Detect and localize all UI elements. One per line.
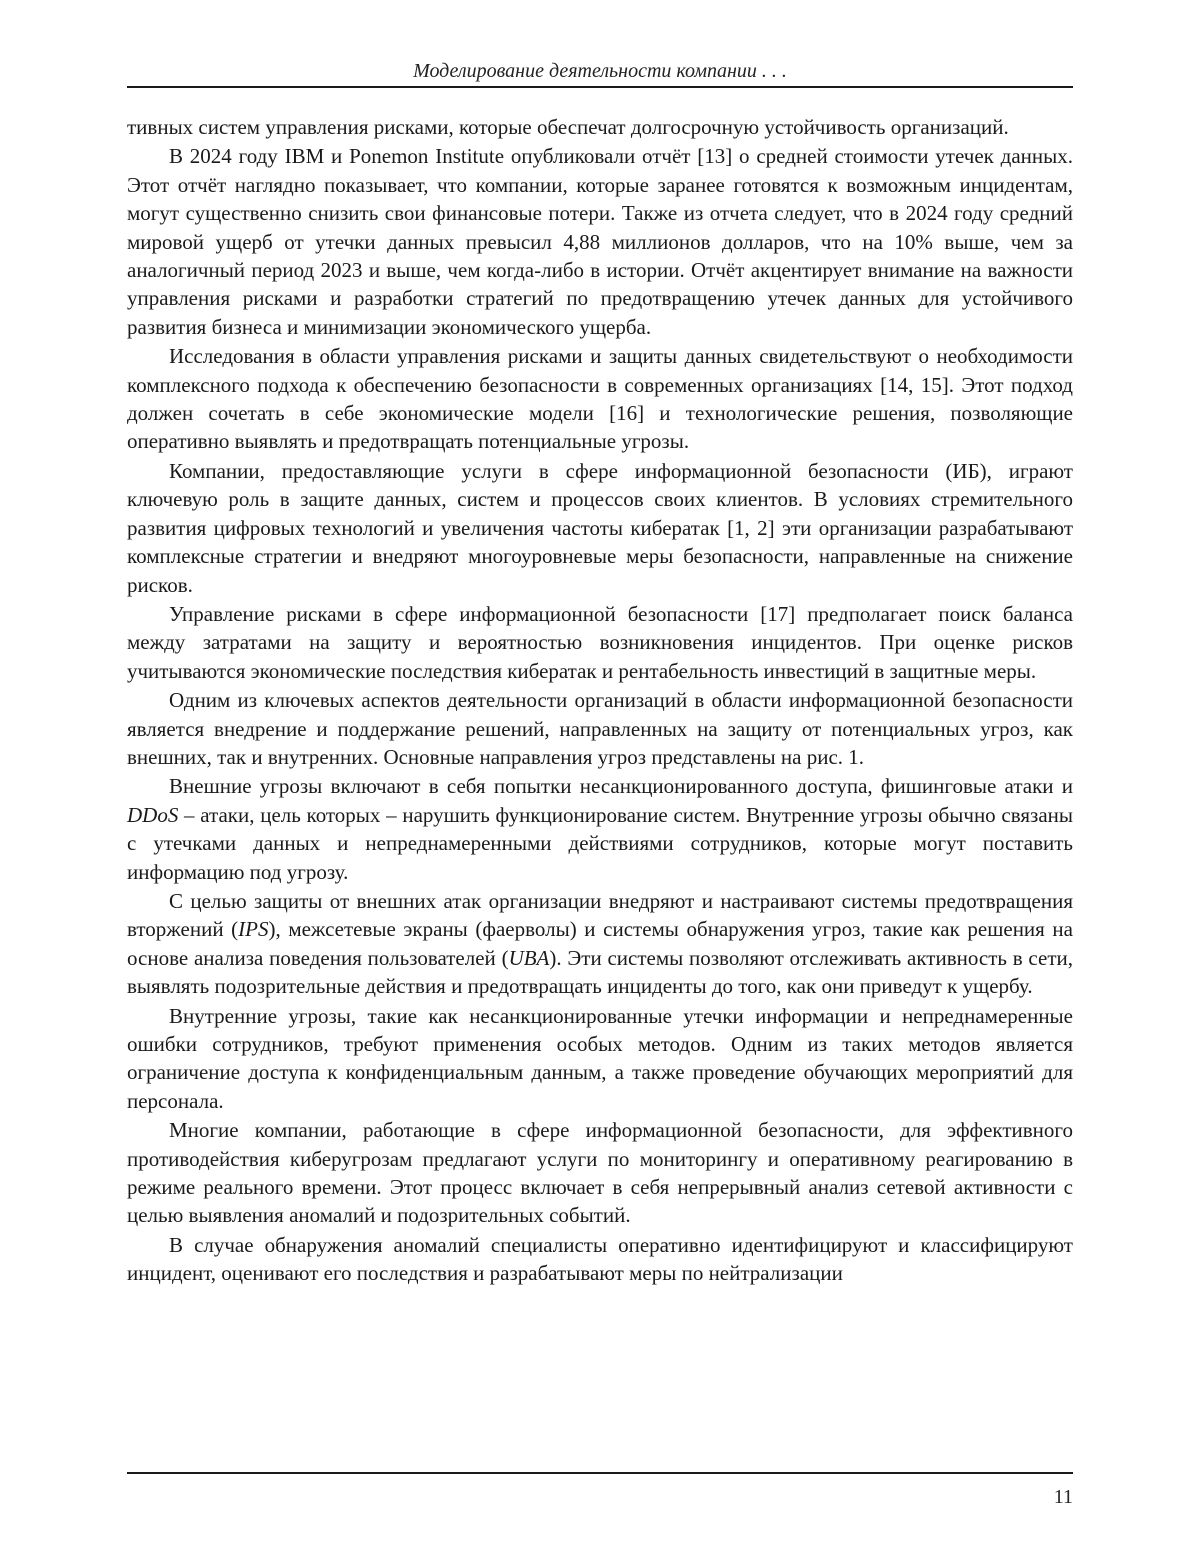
term-uba: UBA xyxy=(509,946,550,970)
header-rule xyxy=(127,86,1073,88)
paragraph-security-companies: Компании, предоставляющие услуги в сфере информационной безопасности (ИБ), играют ключевую роль в защите данных, систем и процессов своих клиентов. В условиях стремительного развития цифровых технологий и увеличения частоты кибератак [1, 2] эти организации разрабатывают комплексные стратегии и внедряют многоуровневые меры безопасности, направленные на снижение рисков. xyxy=(127,457,1073,599)
term-ddos: DDoS xyxy=(127,803,178,827)
paragraph-external-defense xyxy=(127,887,1073,1001)
text-segment: ), межсетевые экраны (фаерволы) и системы обнаружения угроз, такие как решения на основе анализа поведения пользователей ( xyxy=(127,917,1073,969)
paragraph-external-threats xyxy=(127,772,1073,886)
paragraph-risk-management: Управление рисками в сфере информационной безопасности [17] предполагает поиск баланса между затратами на защиту и вероятностью возникновения инцидентов. При оценке рисков учитываются экономические последствия кибератак и рентабельность инвестиций в защитные меры. xyxy=(127,600,1073,685)
paragraph-continuation: тивных систем управления рисками, которые обеспечат долгосрочную устойчивость организаций. xyxy=(127,113,1073,141)
paragraph-incident-response: В случае обнаружения аномалий специалисты оперативно идентифицируют и классифицируют инцидент, оценивают его последствия и разрабатывают меры по нейтрализации xyxy=(127,1231,1073,1288)
paragraph-key-aspects: Одним из ключевых аспектов деятельности организаций в области информационной безопасности является внедрение и поддержание решений, направленных на защиту от потенциальных угроз, как внешних, так и внутренних. Основные направления угроз представлены на рис. 1. xyxy=(127,686,1073,771)
paragraph-internal-threats: Внутренние угрозы, такие как несанкционированные утечки информации и непреднамеренные ошибки сотрудников, требуют применения особых методов. Одним из таких методов является ограничение доступа к конфиденциальным данным, а также проведение обучающих мероприятий для персонала. xyxy=(127,1002,1073,1116)
text-segment: Внешние угрозы включают в себя попытки несанкционированного доступа, фишинговые атаки и xyxy=(169,774,1073,798)
document-page xyxy=(127,0,1073,1553)
body-text xyxy=(127,113,1073,1288)
running-header: Моделирование деятельности компании . . . xyxy=(127,58,1073,84)
paragraph-risk-research: Исследования в области управления рисками и защиты данных свидетельствуют о необходимости комплексного подхода к обеспечению безопасности в современных организациях [14, 15]. Этот подход должен сочетать в себе экономические модели [16] и технологические решения, позволяющие оперативно выявлять и предотвращать потенциальные угрозы. xyxy=(127,342,1073,456)
text-segment: С целью защиты от внешних атак организации внедряют и настраивают системы предотвращения вторжений ( xyxy=(127,889,1073,941)
paragraph-monitoring: Многие компании, работающие в сфере информационной безопасности, для эффективного противодействия киберугрозам предлагают услуги по мониторингу и оперативному реагированию в режиме реального времени. Этот процесс включает в себя непрерывный анализ сетевой активности с целью выявления аномалий и подозрительных событий. xyxy=(127,1116,1073,1230)
text-segment: ). Эти системы позволяют отслеживать активность в сети, выявлять подозрительные действия и предотвращать инциденты до того, как они приведут к ущербу. xyxy=(127,946,1073,998)
footer-rule xyxy=(127,1472,1073,1474)
page-number: 11 xyxy=(1054,1484,1073,1510)
term-ips: IPS xyxy=(238,917,268,941)
paragraph-ibm-report: В 2024 году IBM и Ponemon Institute опубликовали отчёт [13] о средней стоимости утечек данных. Этот отчёт наглядно показывает, что компании, которые заранее готовятся к возможным инцидентам, могут существенно снизить свои финансовые потери. Также из отчета следует, что в 2024 году средний мировой ущерб от утечки данных превысил 4,88 миллионов долларов, что на 10% выше, чем за аналогичный период 2023 и выше, чем когда-либо в истории. Отчёт акцентирует внимание на важности управления рисками и разработки стратегий по предотвращению утечек данных для устойчивого развития бизнеса и минимизации экономического ущерба. xyxy=(127,142,1073,341)
text-segment: – атаки, цель которых – нарушить функционирование систем. Внутренние угрозы обычно связаны с утечками данных и непреднамеренными действиями сотрудников, которые могут поставить информацию под угрозу. xyxy=(127,803,1073,884)
